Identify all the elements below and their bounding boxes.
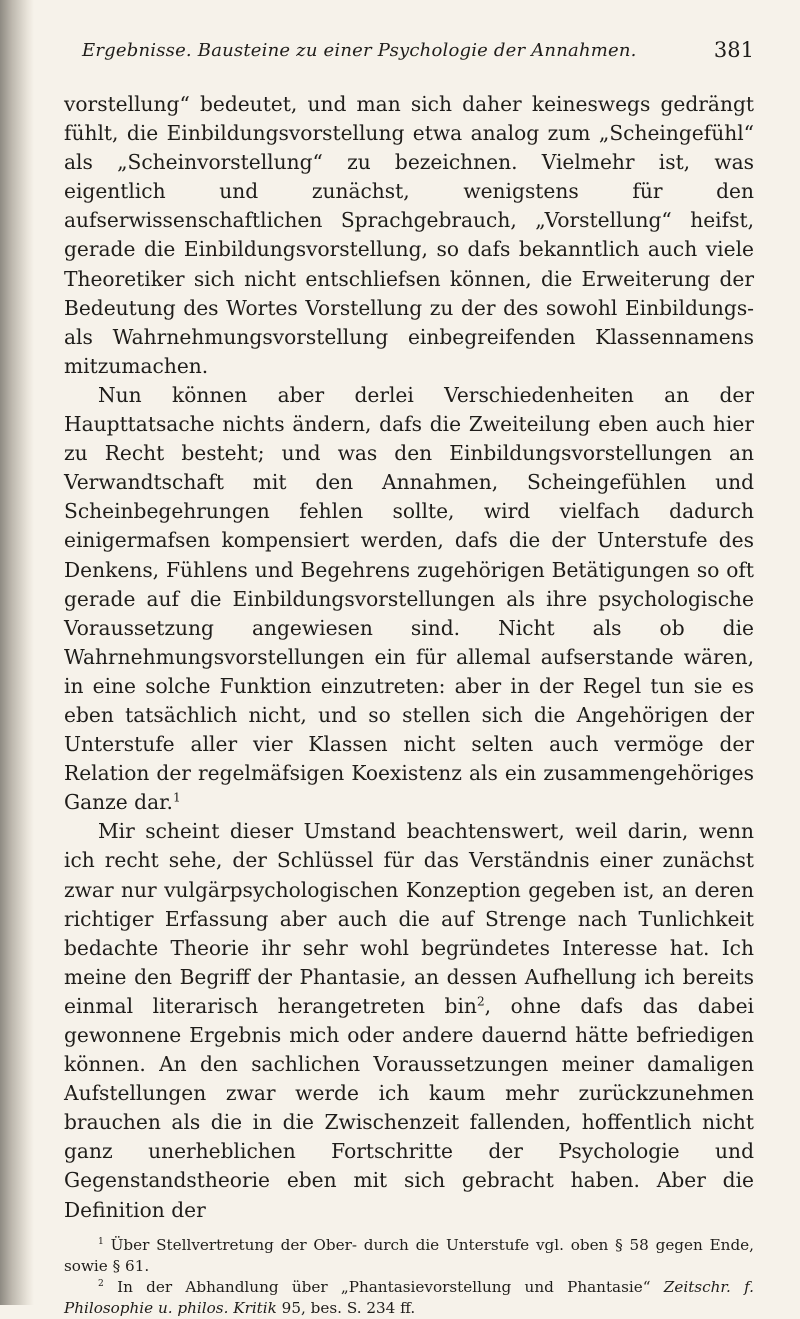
running-head xyxy=(64,40,754,70)
footnote-2 xyxy=(64,1277,754,1319)
footnote-2-text-a: In der Abhandlung über „Phantasievorstellung und Phantasie“ xyxy=(103,1277,664,1296)
footnote-1-mark: 1 xyxy=(98,1236,104,1247)
book-gutter-shadow xyxy=(0,0,34,1305)
paragraph-3 xyxy=(64,817,754,1224)
footnote-1-text: Über Stellvertretung der Ober- durch die Unterstufe vgl. oben § 58 gegen Ende, sowie § 61. xyxy=(64,1235,754,1275)
footnote-2-journal: Zeitschr. f. Philosophie u. philos. Kritik xyxy=(64,1277,754,1317)
footnote-2-text-b: 95, bes. S. 234 ff. xyxy=(276,1298,416,1317)
footnotes xyxy=(64,1235,754,1319)
paragraph-2-text: Nun können aber derlei Verschiedenheiten an der Haupttatsache nichts ändern, dafs die Zweiteilung eben auch hier zu Recht besteht; und was den Einbildungsvorstellungen an Verwandtschaft mit den Annahmen, Scheingefühlen und Scheinbegehrungen fehlen sollte, wird vielfach dadurch einigermafsen kompensiert werden, dafs die der Unterstufe des Denkens, Fühlens und Begehrens zugehörigen Betätigungen so oft gerade auf die Einbildungsvorstellungen als ihre psychologische Voraussetzung angewiesen sind. Nicht als ob die Wahrnehmungsvorstellungen ein für allemal aufserstande wären, in eine solche Funktion einzutreten: aber in der Regel tun sie es eben tatsächlich nicht, und so stellen sich die Angehörigen der Unterstufe aller vier Klassen nicht selten auch vermöge der Relation der regelmäfsigen Koexistenz als ein zusammengehöriges Ganze dar. xyxy=(64,382,754,815)
running-title: Ergebnisse. Bausteine zu einer Psychologie der Annahmen. xyxy=(82,40,637,61)
footnote-ref-1: 1 xyxy=(172,790,181,805)
paragraph-2 xyxy=(64,381,754,817)
footnote-ref-2: 2 xyxy=(476,994,485,1009)
footnote-2-mark: 2 xyxy=(98,1278,104,1289)
book-page xyxy=(64,40,754,1319)
body-text xyxy=(64,90,754,1225)
footnote-1 xyxy=(64,1235,754,1277)
page-number: 381 xyxy=(713,38,754,62)
paragraph-3-text-a: Mir scheint dieser Umstand beachtenswert, weil darin, wenn ich recht sehe, der Schlüssel für das Verständnis einer zunächst zwar nur vulgärpsychologischen Konzeption gegeben ist, an deren richtiger Erfassung aber auch die auf Strenge nach Tunlichkeit bedachte Theorie ihr sehr wohl begründetes Interesse hat. Ich meine den Begriff der Phantasie, an dessen Aufhellung ich bereits einmal literarisch herangetreten bin xyxy=(64,819,754,1018)
paragraph-3-text-b: , ohne dafs das dabei gewonnene Ergebnis mich oder andere dauernd hätte befriedigen können. An den sachlichen Voraussetzungen meiner damaligen Aufstellungen zwar werde ich kaum mehr zurückzunehmen brauchen als die in die Zwischenzeit fallenden, hoffentlich nicht ganz unerheblichen Fortschritte der Psychologie und Gegenstandstheorie eben mit sich gebracht haben. Aber die Definition der xyxy=(64,993,754,1222)
paragraph-1: vorstellung“ bedeutet, und man sich daher keineswegs gedrängt fühlt, die Einbildungsvorstellung etwa analog zum „Scheingefühl“ als „Scheinvorstellung“ zu bezeichnen. Vielmehr ist, was eigentlich und zunächst, wenigstens für den aufserwissenschaftlichen Sprachgebrauch, „Vorstellung“ heifst, gerade die Einbildungsvorstellung, so dafs bekanntlich auch viele Theoretiker sich nicht entschliefsen können, die Erweiterung der Bedeutung des Wortes Vorstellung zu der des sowohl Einbildungs- als Wahrnehmungsvorstellung einbegreifenden Klassennamens mitzumachen. xyxy=(64,92,754,378)
